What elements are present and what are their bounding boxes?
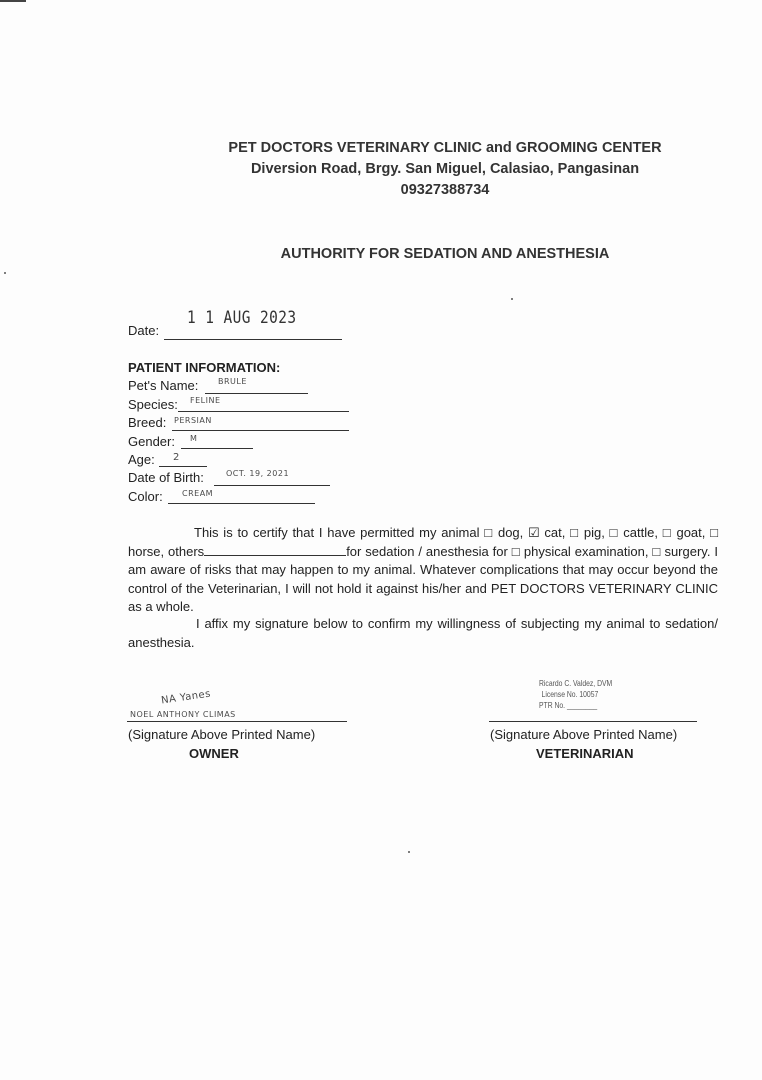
- vet-stamp-license: License No. 10057: [541, 690, 599, 699]
- gender-label: Gender:: [128, 434, 175, 449]
- age-value[interactable]: 2: [173, 452, 180, 463]
- species-line: [178, 411, 349, 412]
- color-label: Color:: [128, 489, 163, 504]
- vet-stamp-ptr: PTR No. ________: [539, 701, 598, 710]
- breed-label: Breed:: [128, 415, 167, 430]
- form-title: AUTHORITY FOR SEDATION AND ANESTHESIA: [280, 246, 610, 262]
- scan-speck: [4, 272, 6, 274]
- dob-line: [214, 485, 330, 486]
- date-line: [164, 339, 342, 340]
- pet-name-line: [205, 393, 308, 394]
- consent-text-3: for sedation / anesthesia for □ physical examination,: [346, 543, 649, 559]
- color-line: [168, 503, 315, 504]
- consent-text-4: □ surgery. I am aware of risks that may happen to my animal. Whatever complications that may occur beyond the control of the Veterinarian, I will not hold it against his/her and PET DOCTORS VETERINARY CLINIC as a whole.: [128, 543, 718, 614]
- breed-line: [172, 430, 349, 431]
- clinic-address: Diversion Road, Brgy. San Miguel, Calasiao, Pangasinan: [250, 161, 640, 177]
- consent-text-1: This is to certify that I have permitted my animal □ dog, ☑ cat, □ pig, □ cattle, □ goat,: [194, 525, 706, 540]
- species-label: Species:: [128, 397, 178, 412]
- vet-role: VETERINARIAN: [536, 746, 634, 761]
- affirmation-text: I affix my signature below to confirm my willingness of subjecting my animal to sedation/ anesthesia.: [128, 616, 718, 650]
- owner-role: OWNER: [189, 746, 239, 761]
- others-line[interactable]: [204, 543, 346, 556]
- scan-speck: [511, 298, 513, 300]
- date-label: Date:: [128, 323, 160, 338]
- breed-value[interactable]: PERSIAN: [174, 416, 212, 425]
- owner-printed-name[interactable]: NOEL ANTHONY CLIMAS: [130, 710, 236, 719]
- gender-value[interactable]: M: [190, 434, 198, 443]
- scan-edge-mark: [0, 0, 26, 2]
- pet-name-value[interactable]: BRULE: [218, 377, 247, 386]
- gender-line: [181, 448, 253, 449]
- consent-paragraph: [128, 524, 718, 617]
- vet-signature-line: [489, 721, 697, 722]
- age-line: [159, 466, 207, 467]
- age-label: Age:: [128, 452, 155, 467]
- pet-name-label: Pet's Name:: [128, 378, 199, 393]
- patient-info-heading: PATIENT INFORMATION:: [128, 360, 281, 375]
- vet-caption: (Signature Above Printed Name): [490, 727, 678, 742]
- owner-signature-line: [127, 721, 347, 722]
- owner-signature[interactable]: NA Yanes: [160, 688, 212, 707]
- vet-stamp-name: Ricardo C. Valdez, DVM: [539, 679, 613, 688]
- vet-stamp: [539, 678, 612, 711]
- dob-value[interactable]: OCT. 19, 2021: [226, 469, 290, 478]
- affirmation-paragraph: [128, 615, 718, 652]
- date-stamp[interactable]: 1 1 AUG 2023: [187, 308, 297, 328]
- scan-speck: [408, 851, 410, 853]
- color-value[interactable]: CREAM: [182, 489, 214, 498]
- clinic-phone: 09327388734: [400, 182, 490, 198]
- owner-caption: (Signature Above Printed Name): [128, 727, 316, 742]
- consent-text-2: □ horse, others: [128, 525, 718, 559]
- dob-label: Date of Birth:: [128, 470, 204, 485]
- clinic-name: PET DOCTORS VETERINARY CLINIC and GROOMING CENTER: [228, 140, 662, 156]
- species-value[interactable]: FELINE: [190, 396, 221, 405]
